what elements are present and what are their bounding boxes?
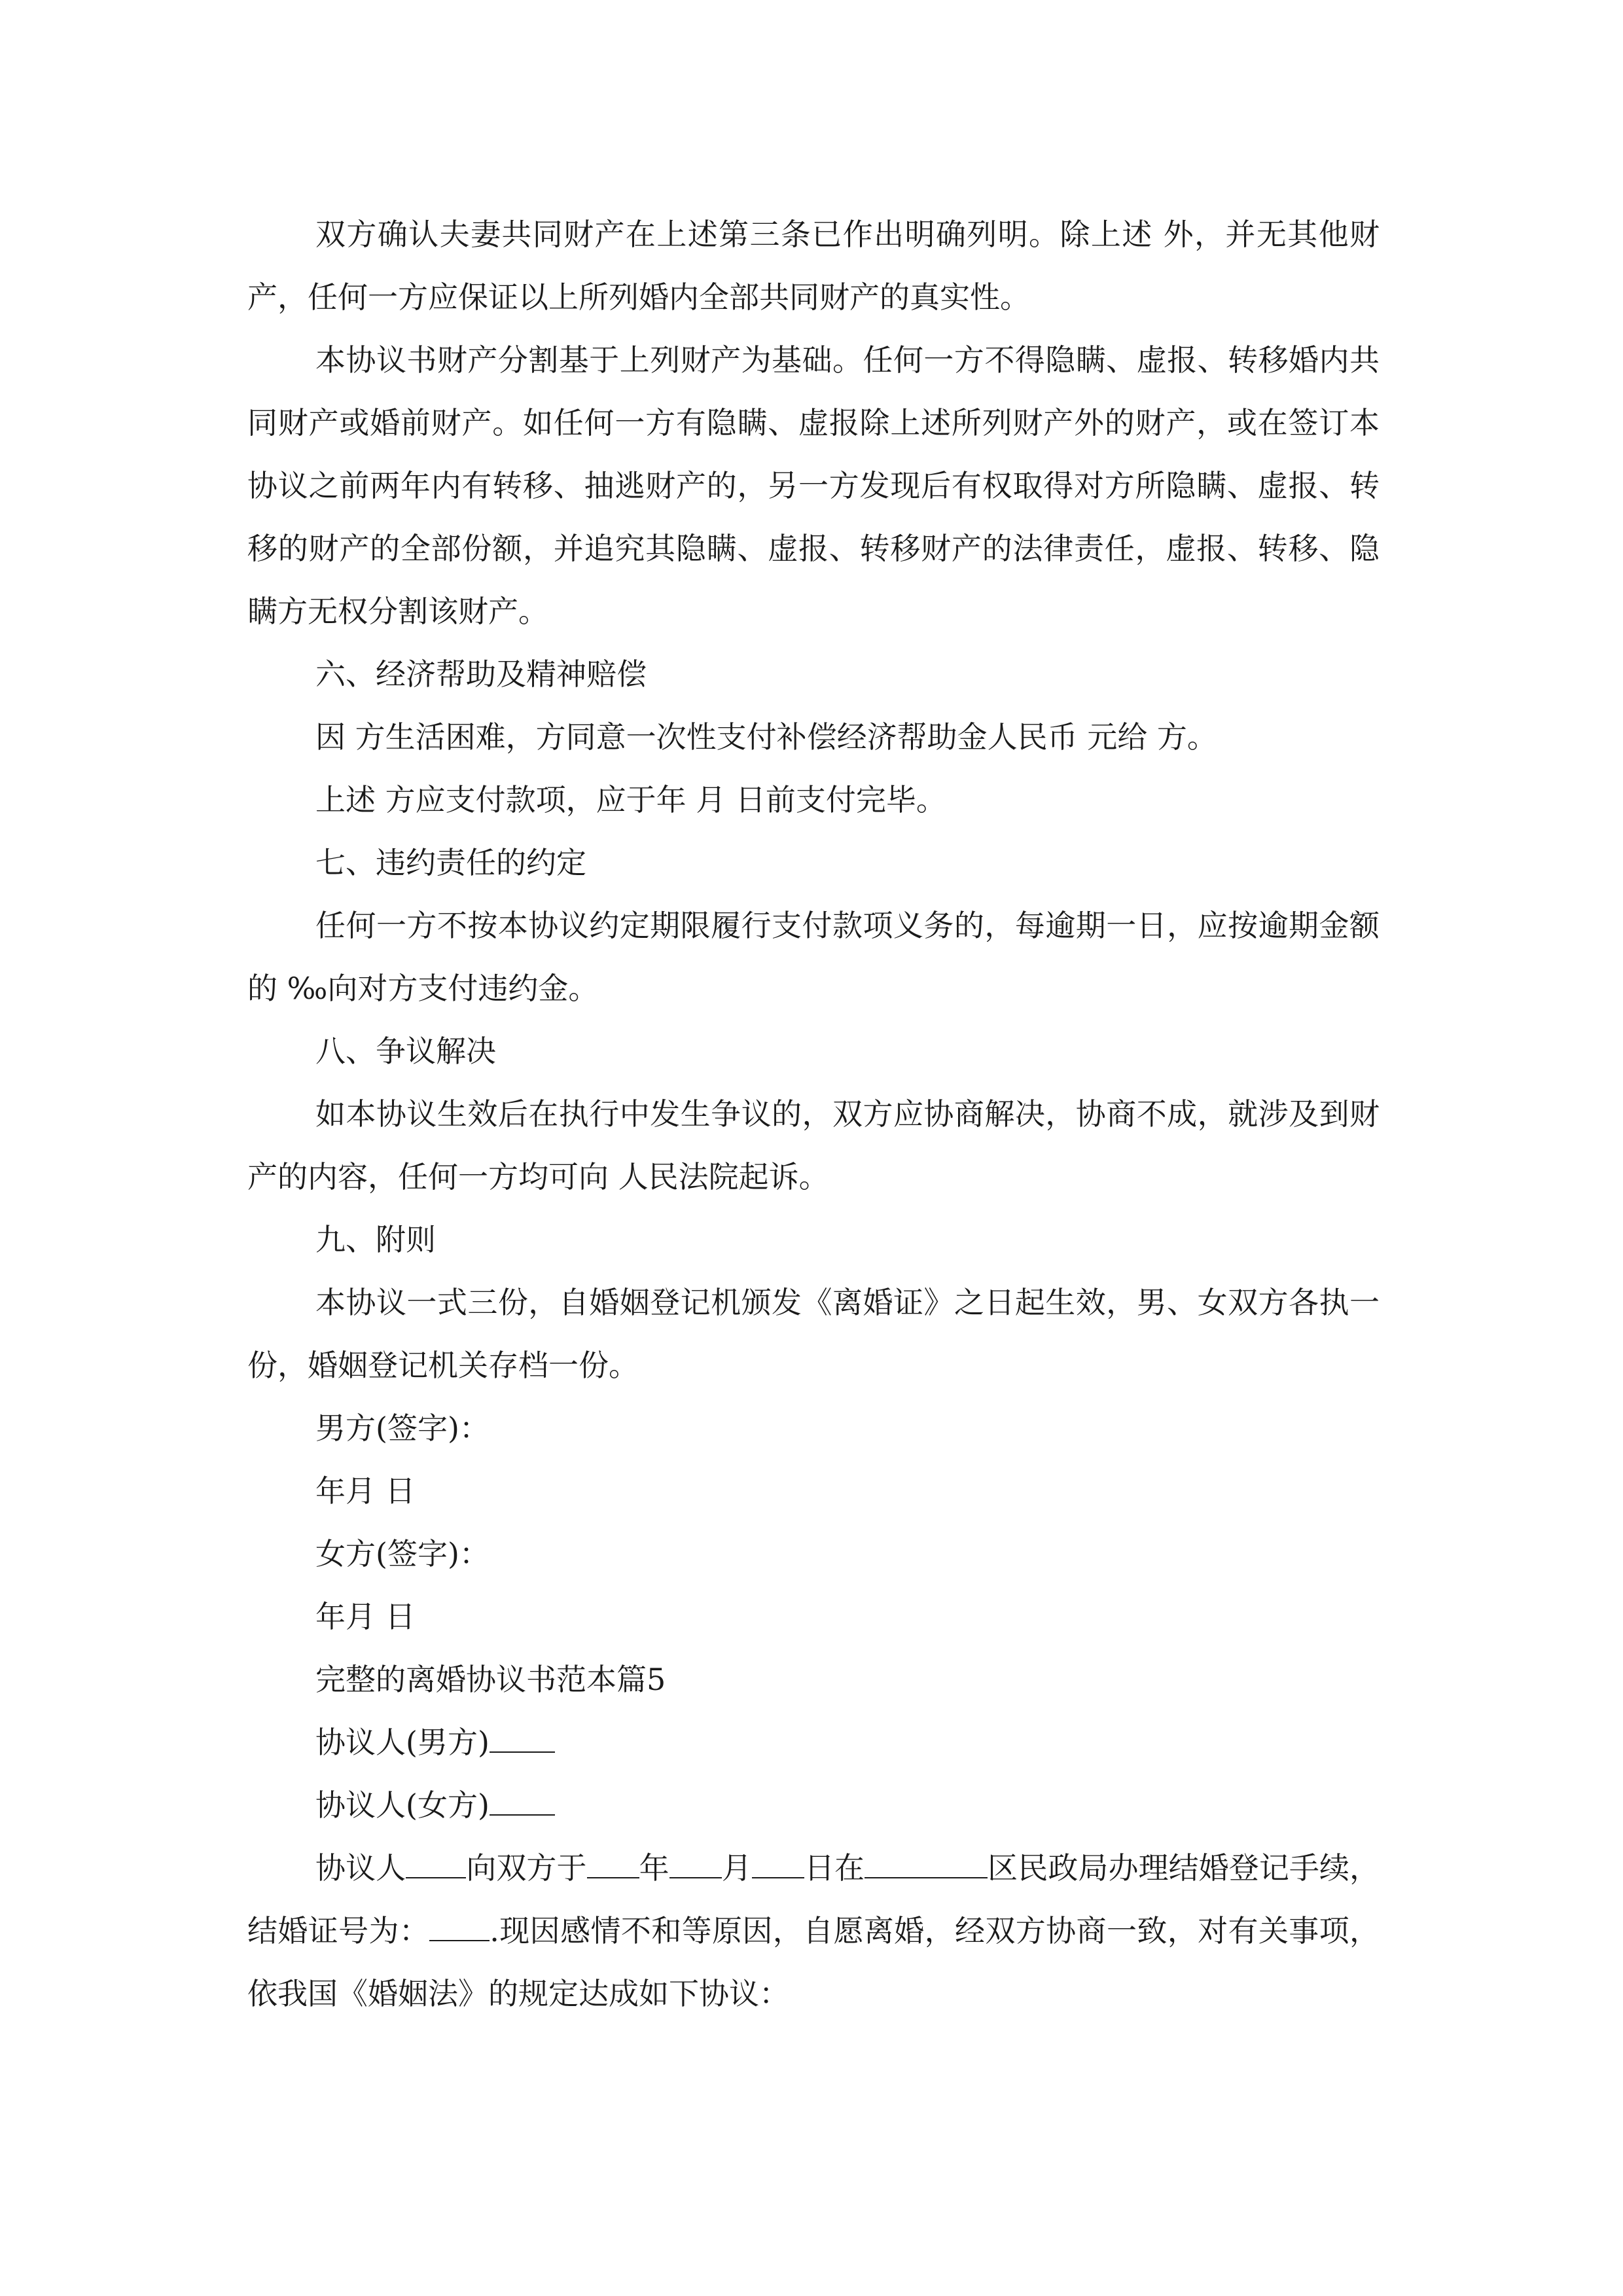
blank-line xyxy=(669,1852,722,1878)
paragraph-property-division: 本协议书财产分割基于上列财产为基础。任何一方不得隐瞒、虚报、转移婚内共同财产或婚前财产。如任何一方有隐瞒、虚报除上述所列财产外的财产，或在签订本协议之前两年内有转移、抽逃财产的，另一方发现后有权取得对方所隐瞒、虚报、转移的财产的全部份额，并追究其隐瞒、虚报、转移财产的法律责任，虚报、转移、隐瞒方无权分割该财产。 xyxy=(247,342,1380,629)
text-fragment: 协议人 xyxy=(315,1850,406,1886)
text-fragment: 区民政局办理结婚登记手续，结婚证号为： xyxy=(247,1850,1380,1948)
party-male-line xyxy=(247,1711,1380,1774)
heading-dispute-resolution: 八、争议解决 xyxy=(315,1033,496,1069)
heading-economic-help: 六、经济帮助及精神赔偿 xyxy=(315,656,647,692)
paragraph-registration xyxy=(247,1837,1380,2025)
signature-male: 男方(签字)： xyxy=(315,1410,490,1446)
text-fragment: 向双方于 xyxy=(466,1850,587,1886)
date-female: 年月 日 xyxy=(315,1599,416,1634)
paragraph-breach-liability: 任何一方不按本协议约定期限履行支付款项义务的，每逾期一日，应按逾期金额的 ‰向对方支付违约金。 xyxy=(247,908,1380,1006)
paragraph-dispute-resolution: 如本协议生效后在执行中发生争议的，双方应协商解决，协商不成，就涉及到财产的内容，任何一方均可向 人民法院起诉。 xyxy=(247,1096,1380,1194)
text-fragment: .现因感情不和等原因，自愿离婚，经双方协商一致，对有关事项，依我国《婚姻法》的规定达成如下协议： xyxy=(247,1913,1380,2011)
party-male-label: 协议人(男方) xyxy=(315,1725,490,1760)
party-female-line xyxy=(247,1774,1380,1837)
document-page xyxy=(247,203,1380,2025)
date-male: 年月 日 xyxy=(315,1473,416,1509)
signature-female: 女方(签字)： xyxy=(315,1536,490,1571)
paragraph-economic-help: 因 方生活困难，方同意一次性支付补偿经济帮助金人民币 元给 方。 xyxy=(315,719,1217,755)
blank-line xyxy=(865,1852,988,1878)
blank-line xyxy=(429,1915,490,1941)
blank-line xyxy=(490,1727,555,1753)
blank-line xyxy=(752,1852,804,1878)
paragraph-property-confirmation: 双方确认夫妻共同财产在上述第三条已作出明确列明。除上述 外，并无其他财产，任何一方应保证以上所列婚内全部共同财产的真实性。 xyxy=(247,217,1380,315)
heading-breach-liability: 七、违约责任的约定 xyxy=(315,845,586,880)
section-title: 完整的离婚协议书范本篇5 xyxy=(315,1662,666,1697)
paragraph-payment-deadline: 上述 方应支付款项，应于年 月 日前支付完毕。 xyxy=(315,782,946,817)
blank-line xyxy=(490,1789,555,1816)
blank-line xyxy=(587,1852,639,1878)
paragraph-supplementary: 本协议一式三份，自婚姻登记机颁发《离婚证》之日起生效，男、女双方各执一份，婚姻登记机关存档一份。 xyxy=(247,1285,1380,1383)
text-fragment: 年 xyxy=(639,1850,669,1886)
party-female-label: 协议人(女方) xyxy=(315,1787,490,1823)
blank-line xyxy=(406,1852,466,1878)
text-fragment: 月 xyxy=(721,1850,752,1886)
heading-supplementary: 九、附则 xyxy=(315,1222,436,1257)
text-fragment: 日在 xyxy=(804,1850,865,1886)
